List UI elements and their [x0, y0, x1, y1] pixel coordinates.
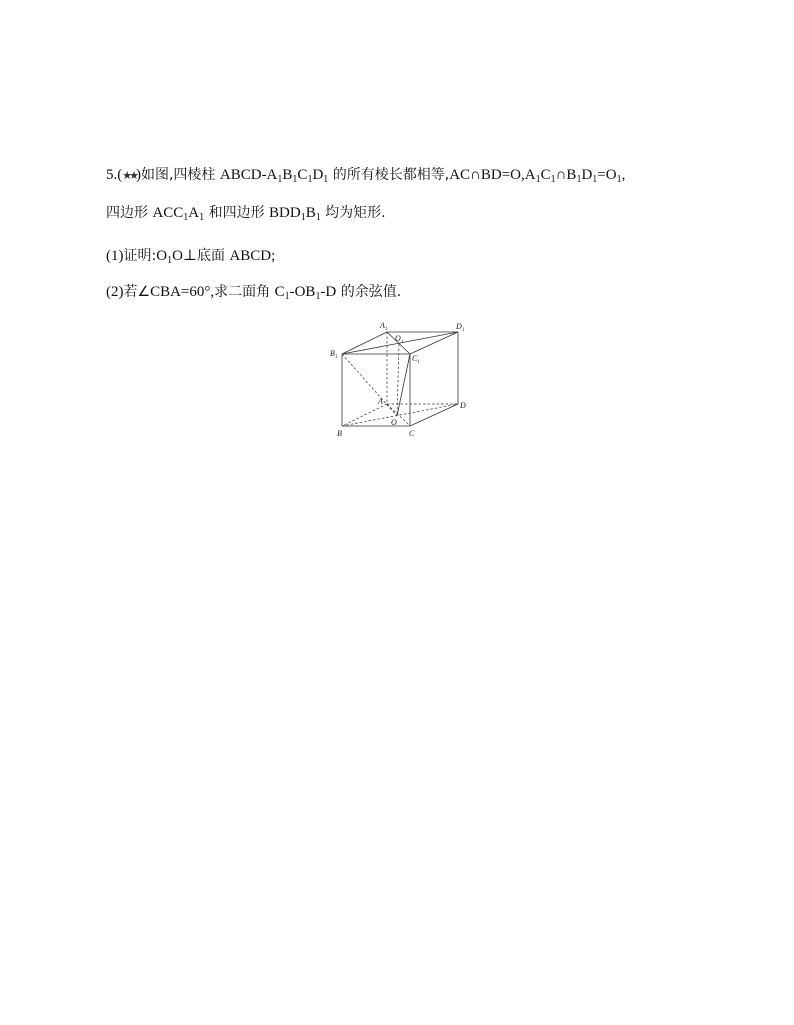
subscript: 1: [535, 174, 541, 185]
edge-c1d1: [410, 332, 458, 354]
label-o: O: [391, 418, 397, 427]
label-b1-sub: 1: [335, 355, 338, 360]
prism-name-c: C: [297, 167, 308, 183]
prism-figure: [325, 318, 475, 443]
intersection-o: =O: [597, 167, 617, 183]
prism-name: ABCD-A: [219, 167, 278, 183]
part-1-label: (1): [106, 248, 124, 264]
subscript: 1: [307, 174, 313, 185]
label-c1: C: [412, 354, 418, 363]
label-c1-sub: 1: [417, 360, 420, 365]
problem-text: 如图,四棱柱: [140, 167, 220, 183]
problem-line-2: [106, 203, 386, 223]
part-1-perp: O⊥: [172, 248, 198, 264]
rect-acc: ACC: [152, 205, 184, 221]
label-a1: A: [380, 321, 385, 330]
comma: ,: [621, 167, 626, 183]
rect-bdd: BDD: [269, 205, 301, 221]
label-a1-sub: 1: [385, 327, 388, 332]
label-o1-sub: 1: [401, 340, 404, 345]
part-2-label: (2): [106, 284, 124, 300]
label-b1: B: [330, 349, 335, 358]
intersection-d: D: [581, 167, 593, 183]
label-b: B: [337, 429, 342, 438]
problem-number: 5.(: [106, 167, 123, 183]
dihedral-ob: -OB: [289, 284, 316, 300]
problem-number-close: ): [135, 167, 141, 183]
label-d1: D: [456, 322, 462, 331]
part-1-text: 底面: [197, 248, 230, 264]
subscript: 1: [592, 174, 598, 185]
intersection-b: ∩B: [555, 167, 577, 183]
difficulty-star-icon: ★★: [122, 170, 136, 182]
label-d1-sub: 1: [462, 328, 465, 333]
segment-oo1-hidden: [397, 344, 399, 416]
problem-text: 的所有棱长都相等,: [328, 167, 450, 183]
label-a: A: [378, 397, 383, 406]
problem-text: 均为矩形.: [320, 205, 386, 221]
subscript: 1: [576, 174, 582, 185]
dihedral-c: C: [274, 284, 285, 300]
prism-name-b: B: [282, 167, 293, 183]
subscript: 1: [277, 174, 283, 185]
subscript: 1: [323, 174, 329, 185]
intersection-ac-bd: AC∩BD=O,A: [449, 167, 536, 183]
edge-cd: [410, 404, 458, 426]
subscript: 1: [183, 212, 189, 223]
label-c: C: [409, 429, 415, 438]
problem-text: 和四边形: [204, 205, 270, 221]
rect-b: B: [305, 205, 316, 221]
subscript: 1: [616, 174, 622, 185]
part-1-plane: ABCD;: [229, 248, 276, 264]
part-1: [106, 246, 275, 266]
subscript: 1: [300, 212, 306, 223]
label-d: D: [460, 401, 466, 410]
intersection-c: C: [540, 167, 551, 183]
subscript: 1: [315, 212, 321, 223]
diag-bd-hidden: [342, 404, 458, 426]
part-1-text: 证明:: [123, 248, 157, 264]
part-2-text: 求二面角: [214, 284, 275, 300]
segment-b1o-hidden: [342, 354, 397, 416]
problem-line-1: [106, 165, 625, 186]
subscript: 1: [292, 174, 298, 185]
prism-name-d: D: [312, 167, 324, 183]
label-o1: O: [395, 334, 401, 343]
subscript: 1: [199, 212, 205, 223]
problem-text: 四边形: [106, 205, 153, 221]
subscript: 1: [284, 291, 290, 302]
edge-ab-hidden: [342, 404, 387, 426]
subscript: 1: [315, 291, 321, 302]
segment-c1o: [397, 354, 410, 416]
subscript: 1: [167, 255, 173, 266]
dihedral-d: -D: [320, 284, 337, 300]
part-2-angle: CBA=60°,: [150, 284, 215, 300]
part-2-text: 的余弦值.: [336, 284, 402, 300]
part-1-o1: O: [156, 248, 168, 264]
subscript: 1: [550, 174, 556, 185]
part-2: [106, 282, 401, 302]
part-2-text: 若∠: [123, 284, 151, 300]
edge-a1b1: [342, 332, 387, 354]
rect-a: A: [188, 205, 200, 221]
